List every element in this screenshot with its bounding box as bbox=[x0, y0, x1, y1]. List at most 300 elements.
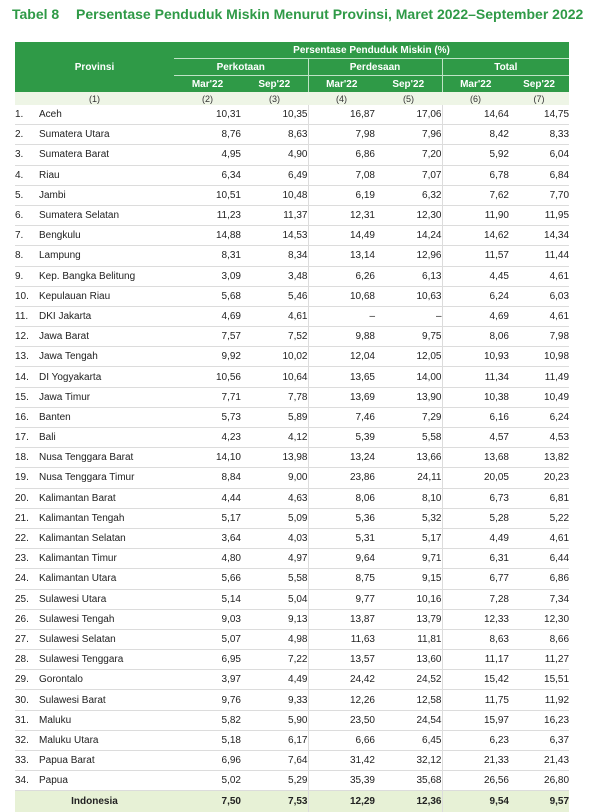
value-cell: 14,49 bbox=[308, 226, 375, 246]
value-cell: 13,60 bbox=[375, 650, 442, 670]
value-cell: 11,34 bbox=[442, 367, 509, 387]
value-cell: 12,30 bbox=[375, 205, 442, 225]
row-number: 8. bbox=[15, 246, 39, 266]
row-number: 2. bbox=[15, 125, 39, 145]
table-row bbox=[15, 730, 569, 750]
table-row bbox=[15, 609, 569, 629]
row-number: 28. bbox=[15, 650, 39, 670]
header-perdesaan-mar: Mar'22 bbox=[308, 76, 375, 93]
value-cell: 5,39 bbox=[308, 428, 375, 448]
row-number: 16. bbox=[15, 407, 39, 427]
value-cell: 9,64 bbox=[308, 549, 375, 569]
value-cell: 6,45 bbox=[375, 730, 442, 750]
province-name: Sulawesi Barat bbox=[39, 690, 174, 710]
value-cell: 4,44 bbox=[174, 488, 241, 508]
province-name: Sumatera Barat bbox=[39, 145, 174, 165]
value-cell: 14,75 bbox=[509, 105, 569, 125]
value-cell: 13,82 bbox=[509, 448, 569, 468]
value-cell: 12,30 bbox=[509, 609, 569, 629]
value-cell: 5,17 bbox=[174, 508, 241, 528]
value-cell: 6,73 bbox=[442, 488, 509, 508]
value-cell: 5,68 bbox=[174, 286, 241, 306]
value-cell: 7,08 bbox=[308, 165, 375, 185]
value-cell: 6,44 bbox=[509, 549, 569, 569]
value-cell: 5,36 bbox=[308, 508, 375, 528]
value-cell: 7,46 bbox=[308, 407, 375, 427]
value-cell: 4,98 bbox=[241, 629, 308, 649]
value-cell: 23,86 bbox=[308, 468, 375, 488]
value-cell: 6,24 bbox=[442, 286, 509, 306]
value-cell: 5,58 bbox=[375, 428, 442, 448]
header-perdesaan-sep: Sep'22 bbox=[375, 76, 442, 93]
table-row bbox=[15, 508, 569, 528]
row-number: 34. bbox=[15, 771, 39, 791]
row-number: 33. bbox=[15, 751, 39, 771]
value-cell: 10,64 bbox=[241, 367, 308, 387]
value-cell: 4,69 bbox=[174, 306, 241, 326]
table-row bbox=[15, 569, 569, 589]
value-cell: 11,95 bbox=[509, 205, 569, 225]
table-row bbox=[15, 165, 569, 185]
value-cell: 6,32 bbox=[375, 185, 442, 205]
value-cell: 13,68 bbox=[442, 448, 509, 468]
province-name: Sulawesi Selatan bbox=[39, 629, 174, 649]
column-index: (3) bbox=[241, 92, 308, 105]
value-cell: 8,33 bbox=[509, 125, 569, 145]
value-cell: 10,98 bbox=[509, 347, 569, 367]
value-cell: 7,29 bbox=[375, 407, 442, 427]
value-cell: 10,35 bbox=[241, 105, 308, 125]
table-row bbox=[15, 205, 569, 225]
table-body bbox=[15, 105, 569, 791]
value-cell: 12,58 bbox=[375, 690, 442, 710]
value-cell: 9,00 bbox=[241, 468, 308, 488]
value-cell: 11,63 bbox=[308, 629, 375, 649]
value-cell: 35,39 bbox=[308, 771, 375, 791]
value-cell: 11,37 bbox=[241, 205, 308, 225]
value-cell: 4,63 bbox=[241, 488, 308, 508]
value-cell: 5,22 bbox=[509, 508, 569, 528]
value-cell: 11,57 bbox=[442, 246, 509, 266]
value-cell: 7,52 bbox=[241, 327, 308, 347]
table-row bbox=[15, 347, 569, 367]
table-row bbox=[15, 629, 569, 649]
column-index: (5) bbox=[375, 92, 442, 105]
value-cell: 9,03 bbox=[174, 609, 241, 629]
value-cell: 16,87 bbox=[308, 105, 375, 125]
row-number: 12. bbox=[15, 327, 39, 347]
province-name: Sulawesi Tenggara bbox=[39, 650, 174, 670]
value-cell: 7,62 bbox=[442, 185, 509, 205]
row-number: 20. bbox=[15, 488, 39, 508]
province-name: Nusa Tenggara Timur bbox=[39, 468, 174, 488]
value-cell: – bbox=[308, 306, 375, 326]
row-number: 13. bbox=[15, 347, 39, 367]
row-number: 27. bbox=[15, 629, 39, 649]
value-cell: 8,34 bbox=[241, 246, 308, 266]
row-number: 11. bbox=[15, 306, 39, 326]
value-cell: 12,05 bbox=[375, 347, 442, 367]
row-number: 31. bbox=[15, 710, 39, 730]
value-cell: 7,71 bbox=[174, 387, 241, 407]
value-cell: 5,31 bbox=[308, 528, 375, 548]
value-cell: 21,33 bbox=[442, 751, 509, 771]
header-group: Persentase Penduduk Miskin (%) bbox=[174, 42, 569, 59]
province-name: Kalimantan Utara bbox=[39, 569, 174, 589]
value-cell: 16,23 bbox=[509, 710, 569, 730]
value-cell: 14,24 bbox=[375, 226, 442, 246]
table-row bbox=[15, 226, 569, 246]
table-row bbox=[15, 528, 569, 548]
province-name: Maluku Utara bbox=[39, 730, 174, 750]
province-name: Papua bbox=[39, 771, 174, 791]
value-cell: 9,88 bbox=[308, 327, 375, 347]
table-row bbox=[15, 670, 569, 690]
province-name: Riau bbox=[39, 165, 174, 185]
value-cell: 13,57 bbox=[308, 650, 375, 670]
value-cell: 6,86 bbox=[509, 569, 569, 589]
value-cell: 5,46 bbox=[241, 286, 308, 306]
value-cell: 13,69 bbox=[308, 387, 375, 407]
value-cell: 6,95 bbox=[174, 650, 241, 670]
value-cell: 6,86 bbox=[308, 145, 375, 165]
value-cell: 7,96 bbox=[375, 125, 442, 145]
value-cell: 7,98 bbox=[308, 125, 375, 145]
header-total-sep: Sep'22 bbox=[509, 76, 569, 93]
header-perdesaan: Perdesaan bbox=[308, 59, 442, 76]
value-cell: 12,26 bbox=[308, 690, 375, 710]
value-cell: 13,66 bbox=[375, 448, 442, 468]
value-cell: 15,42 bbox=[442, 670, 509, 690]
table-row bbox=[15, 650, 569, 670]
row-number: 18. bbox=[15, 448, 39, 468]
header-total-mar: Mar'22 bbox=[442, 76, 509, 93]
value-cell: 4,53 bbox=[509, 428, 569, 448]
value-cell: 26,56 bbox=[442, 771, 509, 791]
value-cell: 3,09 bbox=[174, 266, 241, 286]
table-row bbox=[15, 690, 569, 710]
table-title-text: Persentase Penduduk Miskin Menurut Provinsi, Maret 2022–September 2022 bbox=[76, 6, 584, 22]
value-cell: 4,12 bbox=[241, 428, 308, 448]
value-cell: 10,93 bbox=[442, 347, 509, 367]
value-cell: 4,90 bbox=[241, 145, 308, 165]
value-cell: 8,10 bbox=[375, 488, 442, 508]
province-name: Kalimantan Selatan bbox=[39, 528, 174, 548]
table-row bbox=[15, 488, 569, 508]
province-name: DI Yogyakarta bbox=[39, 367, 174, 387]
value-cell: 5,04 bbox=[241, 589, 308, 609]
row-number: 24. bbox=[15, 569, 39, 589]
province-name: Jawa Timur bbox=[39, 387, 174, 407]
value-cell: 10,49 bbox=[509, 387, 569, 407]
value-cell: 20,05 bbox=[442, 468, 509, 488]
total-value: 9,57 bbox=[509, 791, 569, 812]
row-number: 21. bbox=[15, 508, 39, 528]
total-value: 7,53 bbox=[241, 791, 308, 812]
value-cell: 6,96 bbox=[174, 751, 241, 771]
province-name: Kepulauan Riau bbox=[39, 286, 174, 306]
value-cell: 5,66 bbox=[174, 569, 241, 589]
value-cell: 8,06 bbox=[308, 488, 375, 508]
province-name: Jawa Barat bbox=[39, 327, 174, 347]
value-cell: 11,75 bbox=[442, 690, 509, 710]
table-row bbox=[15, 327, 569, 347]
value-cell: 10,51 bbox=[174, 185, 241, 205]
value-cell: 14,62 bbox=[442, 226, 509, 246]
value-cell: 8,31 bbox=[174, 246, 241, 266]
value-cell: 13,14 bbox=[308, 246, 375, 266]
value-cell: 5,02 bbox=[174, 771, 241, 791]
value-cell: 15,51 bbox=[509, 670, 569, 690]
row-number: 26. bbox=[15, 609, 39, 629]
value-cell: 4,69 bbox=[442, 306, 509, 326]
value-cell: 9,92 bbox=[174, 347, 241, 367]
value-cell: 5,73 bbox=[174, 407, 241, 427]
table-row bbox=[15, 105, 569, 125]
value-cell: 13,79 bbox=[375, 609, 442, 629]
value-cell: 10,02 bbox=[241, 347, 308, 367]
value-cell: 5,58 bbox=[241, 569, 308, 589]
header-perkotaan-sep: Sep'22 bbox=[241, 76, 308, 93]
table-row bbox=[15, 387, 569, 407]
value-cell: 10,38 bbox=[442, 387, 509, 407]
value-cell: 5,92 bbox=[442, 145, 509, 165]
value-cell: 5,90 bbox=[241, 710, 308, 730]
table-row bbox=[15, 145, 569, 165]
value-cell: 13,65 bbox=[308, 367, 375, 387]
row-number: 6. bbox=[15, 205, 39, 225]
value-cell: 8,84 bbox=[174, 468, 241, 488]
value-cell: 21,43 bbox=[509, 751, 569, 771]
value-cell: 6,03 bbox=[509, 286, 569, 306]
total-label: Indonesia bbox=[15, 791, 174, 812]
table-row bbox=[15, 468, 569, 488]
value-cell: 6,37 bbox=[509, 730, 569, 750]
value-cell: 4,95 bbox=[174, 145, 241, 165]
table-row bbox=[15, 549, 569, 569]
value-cell: 8,66 bbox=[509, 629, 569, 649]
value-cell: 3,97 bbox=[174, 670, 241, 690]
value-cell: 8,63 bbox=[241, 125, 308, 145]
value-cell: 7,20 bbox=[375, 145, 442, 165]
row-number: 19. bbox=[15, 468, 39, 488]
value-cell: 24,42 bbox=[308, 670, 375, 690]
value-cell: 7,34 bbox=[509, 589, 569, 609]
value-cell: 8,76 bbox=[174, 125, 241, 145]
value-cell: 9,13 bbox=[241, 609, 308, 629]
province-name: Gorontalo bbox=[39, 670, 174, 690]
value-cell: 11,81 bbox=[375, 629, 442, 649]
row-number: 3. bbox=[15, 145, 39, 165]
province-name: Nusa Tenggara Barat bbox=[39, 448, 174, 468]
value-cell: 6,17 bbox=[241, 730, 308, 750]
value-cell: 14,88 bbox=[174, 226, 241, 246]
row-number: 30. bbox=[15, 690, 39, 710]
total-value: 12,29 bbox=[308, 791, 375, 812]
table-row bbox=[15, 771, 569, 791]
province-name: Jambi bbox=[39, 185, 174, 205]
value-cell: 5,28 bbox=[442, 508, 509, 528]
table-number: Tabel 8 bbox=[12, 6, 60, 22]
table-title bbox=[12, 6, 587, 30]
value-cell: 5,07 bbox=[174, 629, 241, 649]
value-cell: 13,24 bbox=[308, 448, 375, 468]
value-cell: 6,26 bbox=[308, 266, 375, 286]
row-number: 5. bbox=[15, 185, 39, 205]
province-name: Kep. Bangka Belitung bbox=[39, 266, 174, 286]
value-cell: 6,16 bbox=[442, 407, 509, 427]
value-cell: 7,78 bbox=[241, 387, 308, 407]
value-cell: 9,76 bbox=[174, 690, 241, 710]
province-name: Banten bbox=[39, 407, 174, 427]
value-cell: 4,61 bbox=[509, 266, 569, 286]
value-cell: 6,31 bbox=[442, 549, 509, 569]
value-cell: 9,15 bbox=[375, 569, 442, 589]
value-cell: 10,68 bbox=[308, 286, 375, 306]
value-cell: 7,98 bbox=[509, 327, 569, 347]
value-cell: 6,13 bbox=[375, 266, 442, 286]
value-cell: 23,50 bbox=[308, 710, 375, 730]
province-name: Sulawesi Tengah bbox=[39, 609, 174, 629]
row-number: 22. bbox=[15, 528, 39, 548]
value-cell: 7,64 bbox=[241, 751, 308, 771]
value-cell: 12,31 bbox=[308, 205, 375, 225]
value-cell: 6,77 bbox=[442, 569, 509, 589]
value-cell: 35,68 bbox=[375, 771, 442, 791]
value-cell: 6,78 bbox=[442, 165, 509, 185]
value-cell: 9,77 bbox=[308, 589, 375, 609]
value-cell: 10,31 bbox=[174, 105, 241, 125]
value-cell: 13,90 bbox=[375, 387, 442, 407]
province-name: Kalimantan Barat bbox=[39, 488, 174, 508]
value-cell: 15,97 bbox=[442, 710, 509, 730]
value-cell: 11,90 bbox=[442, 205, 509, 225]
value-cell: 8,75 bbox=[308, 569, 375, 589]
table-row bbox=[15, 428, 569, 448]
table-row bbox=[15, 246, 569, 266]
value-cell: 11,92 bbox=[509, 690, 569, 710]
value-cell: 10,16 bbox=[375, 589, 442, 609]
value-cell: 7,07 bbox=[375, 165, 442, 185]
value-cell: 6,49 bbox=[241, 165, 308, 185]
table-row bbox=[15, 448, 569, 468]
row-number: 25. bbox=[15, 589, 39, 609]
column-index: (1) bbox=[15, 92, 174, 105]
province-name: Lampung bbox=[39, 246, 174, 266]
table-row bbox=[15, 185, 569, 205]
value-cell: 14,34 bbox=[509, 226, 569, 246]
value-cell: 13,98 bbox=[241, 448, 308, 468]
province-name: Bali bbox=[39, 428, 174, 448]
value-cell: 13,87 bbox=[308, 609, 375, 629]
header-perkotaan-mar: Mar'22 bbox=[174, 76, 241, 93]
value-cell: 11,17 bbox=[442, 650, 509, 670]
row-number: 29. bbox=[15, 670, 39, 690]
row-number: 23. bbox=[15, 549, 39, 569]
value-cell: 5,89 bbox=[241, 407, 308, 427]
value-cell: 12,04 bbox=[308, 347, 375, 367]
value-cell: 3,64 bbox=[174, 528, 241, 548]
value-cell: 24,54 bbox=[375, 710, 442, 730]
table-row bbox=[15, 407, 569, 427]
value-cell: 4,61 bbox=[509, 306, 569, 326]
value-cell: 14,10 bbox=[174, 448, 241, 468]
value-cell: 7,70 bbox=[509, 185, 569, 205]
value-cell: 4,45 bbox=[442, 266, 509, 286]
value-cell: 6,66 bbox=[308, 730, 375, 750]
province-name: DKI Jakarta bbox=[39, 306, 174, 326]
value-cell: 11,23 bbox=[174, 205, 241, 225]
value-cell: 26,80 bbox=[509, 771, 569, 791]
value-cell: 20,23 bbox=[509, 468, 569, 488]
table-row bbox=[15, 306, 569, 326]
row-number: 32. bbox=[15, 730, 39, 750]
value-cell: 8,42 bbox=[442, 125, 509, 145]
value-cell: 5,17 bbox=[375, 528, 442, 548]
value-cell: 10,63 bbox=[375, 286, 442, 306]
table-row bbox=[15, 266, 569, 286]
header-provinsi: Provinsi bbox=[15, 42, 174, 92]
value-cell: 4,49 bbox=[241, 670, 308, 690]
header-perkotaan: Perkotaan bbox=[174, 59, 308, 76]
table-row bbox=[15, 286, 569, 306]
row-number: 17. bbox=[15, 428, 39, 448]
value-cell: 6,81 bbox=[509, 488, 569, 508]
value-cell: 3,48 bbox=[241, 266, 308, 286]
province-name: Sulawesi Utara bbox=[39, 589, 174, 609]
total-value: 12,36 bbox=[375, 791, 442, 812]
province-name: Papua Barat bbox=[39, 751, 174, 771]
column-index: (6) bbox=[442, 92, 509, 105]
value-cell: 24,52 bbox=[375, 670, 442, 690]
row-number: 9. bbox=[15, 266, 39, 286]
value-cell: 4,49 bbox=[442, 528, 509, 548]
value-cell: 14,64 bbox=[442, 105, 509, 125]
total-value: 9,54 bbox=[442, 791, 509, 812]
value-cell: 10,56 bbox=[174, 367, 241, 387]
province-name: Aceh bbox=[39, 105, 174, 125]
value-cell: 5,18 bbox=[174, 730, 241, 750]
column-index: (2) bbox=[174, 92, 241, 105]
value-cell: 6,23 bbox=[442, 730, 509, 750]
province-name: Jawa Tengah bbox=[39, 347, 174, 367]
value-cell: 7,57 bbox=[174, 327, 241, 347]
province-name: Maluku bbox=[39, 710, 174, 730]
value-cell: 8,06 bbox=[442, 327, 509, 347]
value-cell: 5,82 bbox=[174, 710, 241, 730]
value-cell: 31,42 bbox=[308, 751, 375, 771]
value-cell: 12,96 bbox=[375, 246, 442, 266]
total-value: 7,50 bbox=[174, 791, 241, 812]
province-name: Kalimantan Tengah bbox=[39, 508, 174, 528]
value-cell: 6,84 bbox=[509, 165, 569, 185]
row-number: 1. bbox=[15, 105, 39, 125]
value-cell: 7,22 bbox=[241, 650, 308, 670]
value-cell: 17,06 bbox=[375, 105, 442, 125]
column-index: (4) bbox=[308, 92, 375, 105]
row-number: 7. bbox=[15, 226, 39, 246]
value-cell: 8,63 bbox=[442, 629, 509, 649]
value-cell: 9,33 bbox=[241, 690, 308, 710]
table-row bbox=[15, 589, 569, 609]
value-cell: 4,23 bbox=[174, 428, 241, 448]
value-cell: 9,75 bbox=[375, 327, 442, 347]
value-cell: 11,44 bbox=[509, 246, 569, 266]
table-row bbox=[15, 710, 569, 730]
province-name: Sumatera Selatan bbox=[39, 205, 174, 225]
value-cell: 6,04 bbox=[509, 145, 569, 165]
value-cell: – bbox=[375, 306, 442, 326]
